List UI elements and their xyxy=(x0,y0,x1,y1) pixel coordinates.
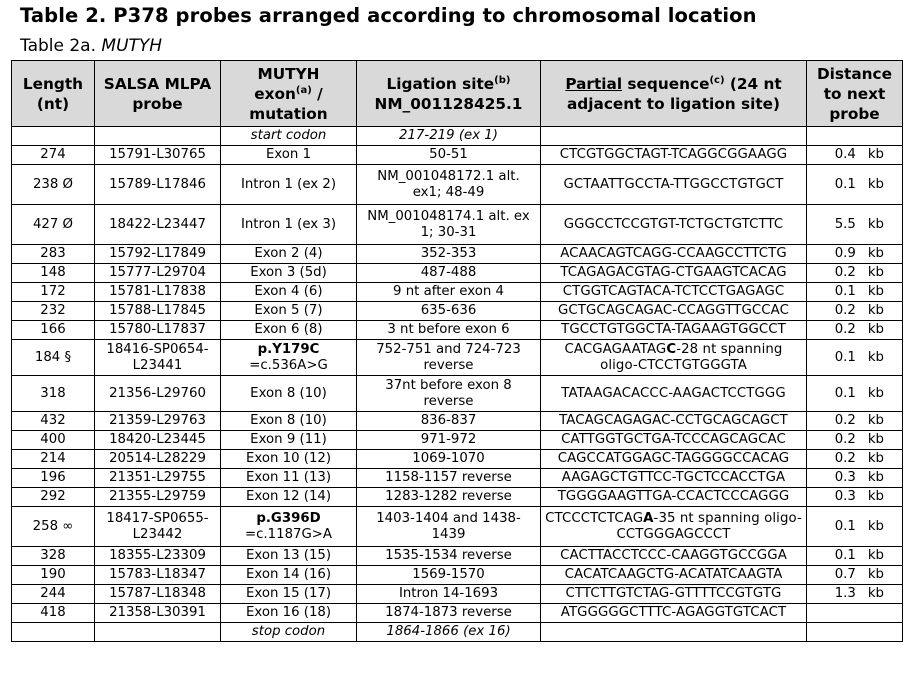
distance-unit: kb xyxy=(867,432,884,447)
ligation-cell: 1569-1570 xyxy=(357,566,541,585)
table-row xyxy=(12,146,903,165)
exon-cell: Exon 13 (15) xyxy=(221,547,357,566)
table-row xyxy=(12,264,903,283)
distance-value: 0.2 xyxy=(834,432,856,447)
ligation-cell: 352-353 xyxy=(357,245,541,264)
probe-cell: 21359-L29763 xyxy=(95,412,221,431)
distance-value: 0.3 xyxy=(834,489,856,504)
exon-cell: Exon 8 (10) xyxy=(221,376,357,412)
table-row xyxy=(12,283,903,302)
sequence-cell: GGGCCTCCGTGT-TCTGCTGTCTTC xyxy=(541,205,807,245)
sequence-cell: CTCGTGGCTAGT-TCAGGCGGAAGG xyxy=(541,146,807,165)
ligation-cell: 1283-1282 reverse xyxy=(357,488,541,507)
distance-value: 0.1 xyxy=(834,385,856,401)
ligation-cell: 971-972 xyxy=(357,431,541,450)
exon-cell: Exon 8 (10) xyxy=(221,412,357,431)
sequence-cell: TCAGAGACGTAG-CTGAAGTCACAG xyxy=(541,264,807,283)
sequence-cell: CTGGTCAGTACA-TCTCCTGAGAGC xyxy=(541,283,807,302)
probe-cell: 15792-L17849 xyxy=(95,245,221,264)
sequence-cell: CACTTACCTCCC-CAAGGTGCCGGA xyxy=(541,547,807,566)
ligation-cell: 487-488 xyxy=(357,264,541,283)
exon-cell: p.Y179C =c.536A>G xyxy=(221,340,357,376)
distance-unit: kb xyxy=(867,489,884,504)
distance-value: 0.3 xyxy=(834,470,856,485)
table-row xyxy=(12,604,903,623)
exon-cell: Exon 15 (17) xyxy=(221,585,357,604)
start-codon-ligation: 217-219 (ex 1) xyxy=(357,127,541,146)
probe-cell: 18355-L23309 xyxy=(95,547,221,566)
sequence-cell: ATGGGGGCTTTC-AGAGGTGTCACT xyxy=(541,604,807,623)
length-cell: 258 ∞ xyxy=(12,507,95,547)
probe-cell: 15791-L30765 xyxy=(95,146,221,165)
distance-cell xyxy=(807,264,903,283)
probe-cell: 15777-L29704 xyxy=(95,264,221,283)
length-cell: 232 xyxy=(12,302,95,321)
header-ligation: Ligation site$^{(b)}$ NM_001128425.1 xyxy=(357,61,541,127)
distance-unit: kb xyxy=(867,176,884,192)
sequence-cell: CAGCCATGGAGC-TAGGGGCCACAG xyxy=(541,450,807,469)
ligation-cell: 37nt before exon 8 reverse xyxy=(357,376,541,412)
ligation-cell: 752-751 and 724-723 reverse xyxy=(357,340,541,376)
table-row xyxy=(12,205,903,245)
exon-cell: Exon 14 (16) xyxy=(221,566,357,585)
table-row xyxy=(12,469,903,488)
distance-value: 0.1 xyxy=(834,284,856,299)
table-row xyxy=(12,450,903,469)
probe-table xyxy=(11,60,903,642)
ligation-cell: NM_001048172.1 alt. ex1; 48-49 xyxy=(357,165,541,205)
length-cell: 318 xyxy=(12,376,95,412)
sequence-cell: CTTCTTGTCTAG-GTTTTCCGTGTG xyxy=(541,585,807,604)
header-exon: MUTYH exon$^{(a)}$ / mutation xyxy=(221,61,357,127)
stop-codon-row xyxy=(12,623,903,642)
probe-cell: 21355-L29759 xyxy=(95,488,221,507)
probe-cell: 15780-L17837 xyxy=(95,321,221,340)
length-cell: 427 Ø xyxy=(12,205,95,245)
table-row xyxy=(12,165,903,205)
exon-cell: Exon 16 (18) xyxy=(221,604,357,623)
distance-unit: kb xyxy=(867,413,884,428)
distance-value: 0.1 xyxy=(834,349,856,365)
exon-cell: Exon 4 (6) xyxy=(221,283,357,302)
exon-cell: Exon 10 (12) xyxy=(221,450,357,469)
probe-cell: 18422-L23447 xyxy=(95,205,221,245)
sequence-cell: TACAGCAGAGAC-CCTGCAGCAGCT xyxy=(541,412,807,431)
header-probe: SALSA MLPA probe xyxy=(95,61,221,127)
distance-cell xyxy=(807,431,903,450)
distance-value: 0.1 xyxy=(834,176,856,192)
header-sequence: Partial sequence$^{(c)}$ (24 nt adjacent to ligation site) xyxy=(541,61,807,127)
length-cell: 190 xyxy=(12,566,95,585)
sequence-cell: TGCCTGTGGCTA-TAGAAGTGGCCT xyxy=(541,321,807,340)
ligation-cell: 3 nt before exon 6 xyxy=(357,321,541,340)
exon-cell: Exon 6 (8) xyxy=(221,321,357,340)
exon-cell: Exon 12 (14) xyxy=(221,488,357,507)
probe-cell: 15781-L17838 xyxy=(95,283,221,302)
distance-value: 0.7 xyxy=(834,567,856,582)
table-row xyxy=(12,507,903,547)
probe-cell: 15783-L18347 xyxy=(95,566,221,585)
distance-cell xyxy=(807,245,903,264)
ligation-cell: 1158-1157 reverse xyxy=(357,469,541,488)
exon-cell: Intron 1 (ex 2) xyxy=(221,165,357,205)
length-cell: 283 xyxy=(12,245,95,264)
subtitle-prefix: Table 2a. xyxy=(20,36,97,56)
length-cell: 184 § xyxy=(12,340,95,376)
distance-cell xyxy=(807,146,903,165)
distance-cell xyxy=(807,566,903,585)
table-row xyxy=(12,412,903,431)
length-cell: 400 xyxy=(12,431,95,450)
distance-cell xyxy=(807,488,903,507)
distance-unit: kb xyxy=(867,451,884,466)
distance-value: 5.5 xyxy=(834,216,856,232)
ligation-cell: 1535-1534 reverse xyxy=(357,547,541,566)
distance-cell xyxy=(807,302,903,321)
distance-unit: kb xyxy=(867,265,884,280)
distance-value: 0.9 xyxy=(834,246,856,261)
length-cell: 274 xyxy=(12,146,95,165)
distance-value: 0.4 xyxy=(834,147,856,162)
length-cell: 244 xyxy=(12,585,95,604)
length-cell: 432 xyxy=(12,412,95,431)
stop-codon-label: stop codon xyxy=(221,623,357,642)
length-cell: 196 xyxy=(12,469,95,488)
length-cell: 238 Ø xyxy=(12,165,95,205)
distance-cell xyxy=(807,165,903,205)
exon-cell: Exon 2 (4) xyxy=(221,245,357,264)
ligation-cell: 50-51 xyxy=(357,146,541,165)
table-row xyxy=(12,321,903,340)
distance-cell xyxy=(807,340,903,376)
ligation-cell: 9 nt after exon 4 xyxy=(357,283,541,302)
probe-cell: 15789-L17846 xyxy=(95,165,221,205)
distance-cell xyxy=(807,585,903,604)
probe-cell: 18420-L23445 xyxy=(95,431,221,450)
length-cell: 214 xyxy=(12,450,95,469)
distance-unit: kb xyxy=(867,385,884,401)
distance-cell xyxy=(807,507,903,547)
table-title: Table 2. P378 probes arranged according to chromosomal location xyxy=(20,4,757,27)
distance-value: 0.2 xyxy=(834,265,856,280)
distance-value: 0.2 xyxy=(834,322,856,337)
ligation-cell: 1874-1873 reverse xyxy=(357,604,541,623)
sequence-cell: GCTAATTGCCTA-TTGGCCTGTGCT xyxy=(541,165,807,205)
length-cell: 166 xyxy=(12,321,95,340)
table-row xyxy=(12,547,903,566)
distance-unit: kb xyxy=(867,586,884,601)
distance-unit: kb xyxy=(867,147,884,162)
distance-cell xyxy=(807,321,903,340)
header-distance: Distance to next probe xyxy=(807,61,903,127)
distance-unit: kb xyxy=(867,349,884,365)
distance-unit: kb xyxy=(867,548,884,563)
distance-cell xyxy=(807,469,903,488)
distance-value: 0.2 xyxy=(834,303,856,318)
table-subtitle xyxy=(20,36,162,56)
distance-unit: kb xyxy=(867,216,884,232)
sequence-cell: ACAACAGTCAGG-CCAAGCCTTCTG xyxy=(541,245,807,264)
exon-cell: Exon 9 (11) xyxy=(221,431,357,450)
exon-cell: Exon 3 (5d) xyxy=(221,264,357,283)
length-cell: 148 xyxy=(12,264,95,283)
table-row xyxy=(12,340,903,376)
distance-cell xyxy=(807,283,903,302)
distance-value: 0.1 xyxy=(834,548,856,563)
probe-cell: 20514-L28229 xyxy=(95,450,221,469)
distance-unit: kb xyxy=(867,322,884,337)
ligation-cell: 1403-1404 and 1438-1439 xyxy=(357,507,541,547)
sequence-cell: CTCCCTCTCAGA-35 nt spanning oligo-CCTGGGAGCCCT xyxy=(541,507,807,547)
header-row xyxy=(12,61,903,127)
distance-value: 1.3 xyxy=(834,586,856,601)
ligation-cell: 635-636 xyxy=(357,302,541,321)
exon-cell: Exon 1 xyxy=(221,146,357,165)
table-row xyxy=(12,566,903,585)
distance-cell xyxy=(807,376,903,412)
distance-unit: kb xyxy=(867,246,884,261)
distance-cell xyxy=(807,604,903,623)
distance-cell xyxy=(807,547,903,566)
distance-cell xyxy=(807,450,903,469)
start-codon-label: start codon xyxy=(221,127,357,146)
distance-value: 0.1 xyxy=(834,518,856,534)
table-row xyxy=(12,431,903,450)
distance-unit: kb xyxy=(867,284,884,299)
distance-unit: kb xyxy=(867,567,884,582)
distance-value: 0.2 xyxy=(834,451,856,466)
exon-cell: Intron 1 (ex 3) xyxy=(221,205,357,245)
distance-unit: kb xyxy=(867,303,884,318)
table-row xyxy=(12,245,903,264)
distance-cell xyxy=(807,412,903,431)
length-cell: 172 xyxy=(12,283,95,302)
exon-cell: p.G396D =c.1187G>A xyxy=(221,507,357,547)
probe-cell: 15787-L18348 xyxy=(95,585,221,604)
exon-cell: Exon 5 (7) xyxy=(221,302,357,321)
probe-cell: 21351-L29755 xyxy=(95,469,221,488)
ligation-cell: 1069-1070 xyxy=(357,450,541,469)
ligation-cell: NM_001048174.1 alt. ex 1; 30-31 xyxy=(357,205,541,245)
distance-unit: kb xyxy=(867,470,884,485)
table-row xyxy=(12,585,903,604)
sequence-cell: CATTGGTGCTGA-TCCCAGCAGCAC xyxy=(541,431,807,450)
probe-cell: 21358-L30391 xyxy=(95,604,221,623)
probe-cell: 21356-L29760 xyxy=(95,376,221,412)
start-codon-row xyxy=(12,127,903,146)
sequence-cell: GCTGCAGCAGAC-CCAGGTTGCCAC xyxy=(541,302,807,321)
probe-cell: 18417-SP0655-L23442 xyxy=(95,507,221,547)
header-length: Length (nt) xyxy=(12,61,95,127)
exon-cell: Exon 11 (13) xyxy=(221,469,357,488)
sequence-cell: CACGAGAATAGC-28 nt spanning oligo-CTCCTGTGGGTA xyxy=(541,340,807,376)
distance-cell xyxy=(807,205,903,245)
sequence-cell: AAGAGCTGTTCC-TGCTCCACCTGA xyxy=(541,469,807,488)
sequence-cell: CACATCAAGCTG-ACATATCAAGTA xyxy=(541,566,807,585)
length-cell: 292 xyxy=(12,488,95,507)
probe-cell: 15788-L17845 xyxy=(95,302,221,321)
distance-value: 0.2 xyxy=(834,413,856,428)
sequence-cell: TGGGGAAGTTGA-CCACTCCCAGGG xyxy=(541,488,807,507)
sequence-cell: TATAAGACACCC-AAGACTCCTGGG xyxy=(541,376,807,412)
probe-cell: 18416-SP0654-L23441 xyxy=(95,340,221,376)
ligation-cell: Intron 14-1693 xyxy=(357,585,541,604)
distance-unit: kb xyxy=(867,518,884,534)
ligation-cell: 836-837 xyxy=(357,412,541,431)
subtitle-gene: MUTYH xyxy=(101,36,163,56)
length-cell: 328 xyxy=(12,547,95,566)
stop-codon-ligation: 1864-1866 (ex 16) xyxy=(357,623,541,642)
length-cell: 418 xyxy=(12,604,95,623)
table-row xyxy=(12,376,903,412)
table-row xyxy=(12,302,903,321)
table-row xyxy=(12,488,903,507)
